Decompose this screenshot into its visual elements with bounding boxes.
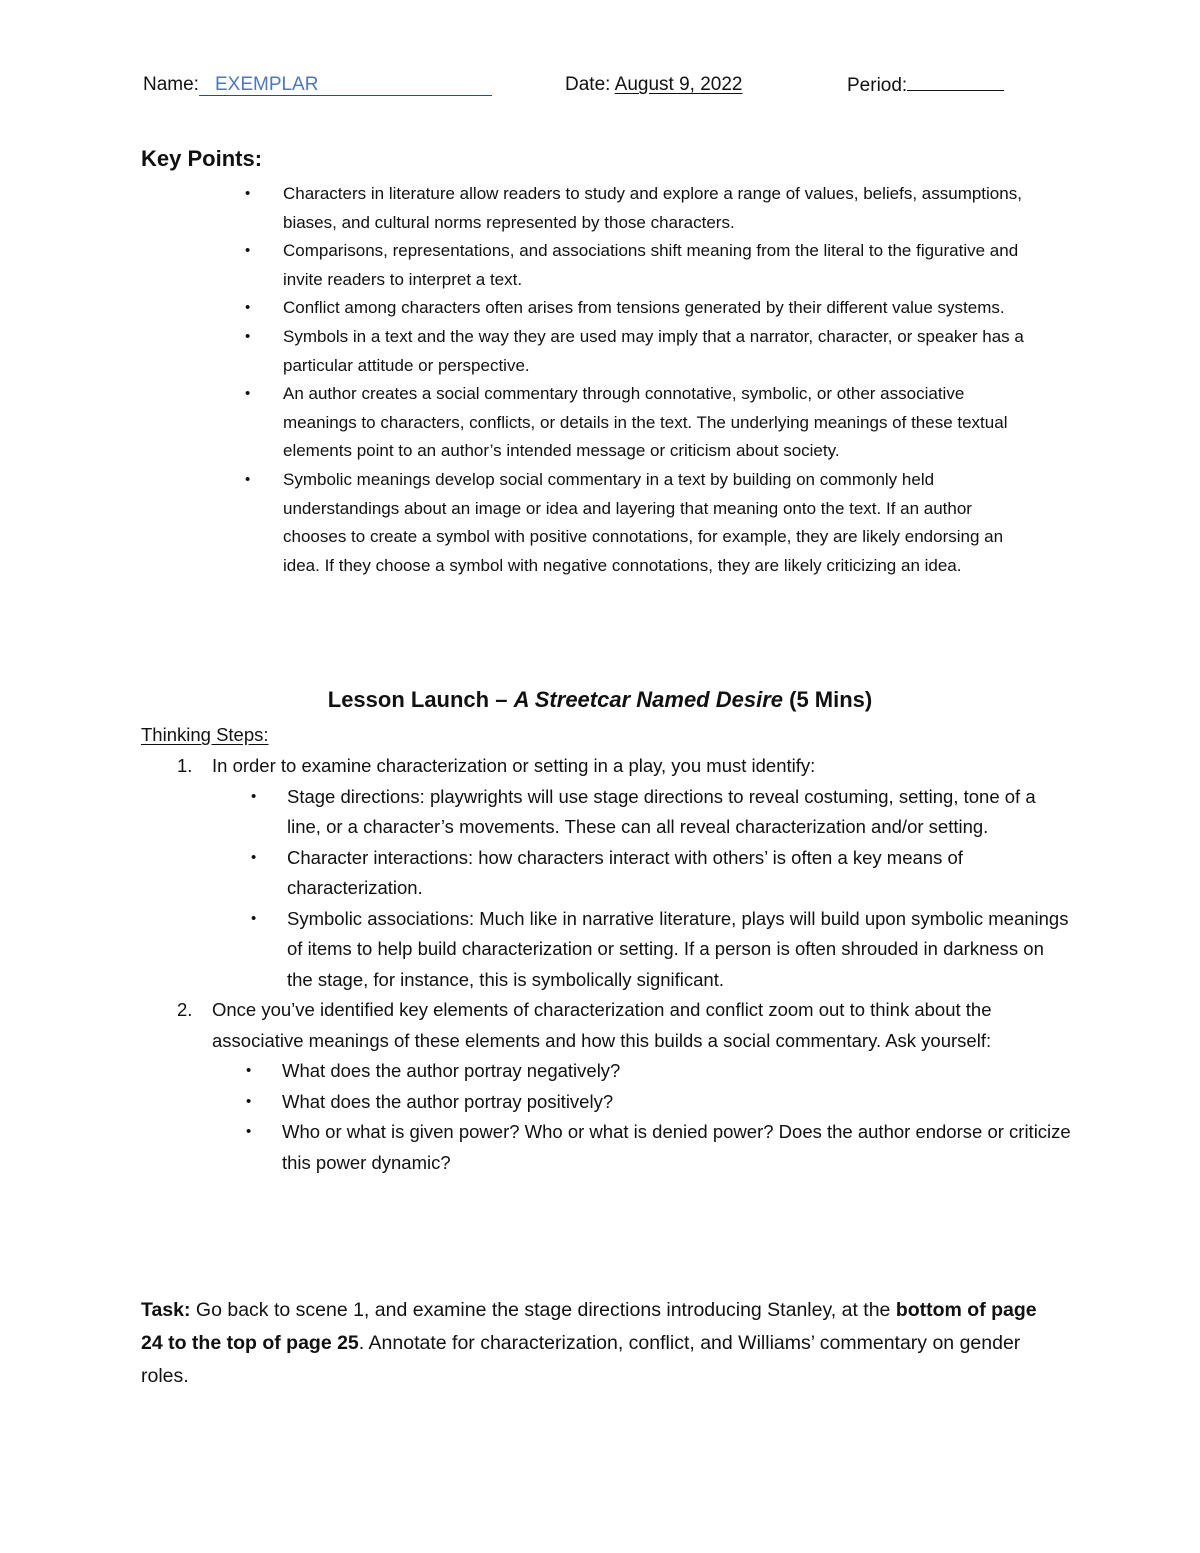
task-paragraph: Task: Go back to scene 1, and examine the stage directions introducing Stanley, at the bottom of page 24 to the top of page 25. Annotate for characterization, conflict, and Williams’ commentary on gender roles. [141,1299,1037,1387]
bullet-icon: • [251,909,257,927]
date-value: August 9, 2022 [614,74,743,95]
bullet-icon: • [246,1123,252,1140]
key-points-list [245,180,1035,580]
list-item: • Symbolic associations: Much like in narrative literature, plays will build upon symbolic meanings of items to help build characterization or setting. If a person is often shrouded in darkness on the stage, for instance, this is symbolically significant. [287,904,1071,996]
key-points-heading: Key Points: [141,146,263,171]
step-text: In order to examine characterization or setting in a play, you must identify: [212,755,816,776]
step-2-sublist [246,1056,1071,1178]
list-item: • Who or what is given power? Who or what is denied power? Does the author endorse or criticize this power dynamic? [282,1117,1071,1178]
bullet-icon: • [245,185,251,202]
period-field [847,72,1004,98]
step-text: Once you’ve identified key elements of characterization and conflict zoom out to think about the associative meanings of these elements and how this builds a social commentary. Ask yourself: [212,999,992,1051]
list-item: • Characters in literature allow readers to study and explore a range of values, beliefs, assumptions, biases, and cultural norms represented by those characters. [245,180,1035,237]
name-value: EXEMPLAR [199,75,492,96]
step-1-sublist [251,782,1071,996]
thinking-steps-label: Thinking Steps: [141,724,269,745]
task-page-range: bottom of page 24 to the top of page 25 [141,1299,1037,1354]
date-label: Date: [565,74,611,95]
name-field [143,72,492,98]
list-item: • Character interactions: how characters interact with others’ is often a key means of characterization. [287,843,1071,904]
list-item: • Stage directions: playwrights will use stage directions to reveal costuming, setting, tone of a line, or a character’s movements. These can all reveal characterization and/or setting. [287,782,1071,843]
step-1 [141,751,1071,782]
step-2 [141,995,1071,1056]
bullet-icon: • [245,327,251,345]
list-item: • Comparisons, representations, and associations shift meaning from the literal to the figurative and invite readers to interpret a text. [245,237,1035,294]
step-number: 1. [177,755,193,776]
thinking-steps-list [141,751,1071,1178]
period-blank-line [907,72,1004,91]
bullet-icon: • [246,1062,252,1079]
bullet-icon: • [251,848,257,866]
bullet-icon: • [245,385,251,403]
bullet-icon: • [245,242,251,260]
date-field [565,72,742,98]
lesson-title: Lesson Launch – A Streetcar Named Desire (5 Mins) [327,687,873,712]
bullet-icon: • [246,1092,252,1110]
period-label: Period: [847,75,908,96]
bullet-icon: • [245,470,251,488]
name-label: Name: [143,74,199,95]
step-number: 2. [177,999,193,1020]
bullet-icon: • [245,299,251,317]
list-item: • What does the author portray negatively? [282,1056,1071,1087]
list-item: • Symbolic meanings develop social commentary in a text by building on commonly held understandings about an image or idea and layering that meaning onto the text. If an author chooses to create a symbol with positive connotations, for example, they are likely endorsing an idea. If they choose a symbol with negative connotations, they are likely criticizing an idea. [245,466,1035,580]
list-item: • What does the author portray positively? [282,1087,1071,1118]
list-item: • Symbols in a text and the way they are used may imply that a narrator, character, or speaker has a particular attitude or perspective. [245,323,1035,380]
list-item: • Conflict among characters often arises from tensions generated by their different value systems. [245,294,1035,323]
bullet-icon: • [251,787,257,805]
task-label: Task: [141,1299,191,1321]
list-item: • An author creates a social commentary through connotative, symbolic, or other associative meanings to characters, conflicts, or details in the text. The underlying meanings of these textual elements point to an author’s intended message or criticism about society. [245,380,1035,466]
